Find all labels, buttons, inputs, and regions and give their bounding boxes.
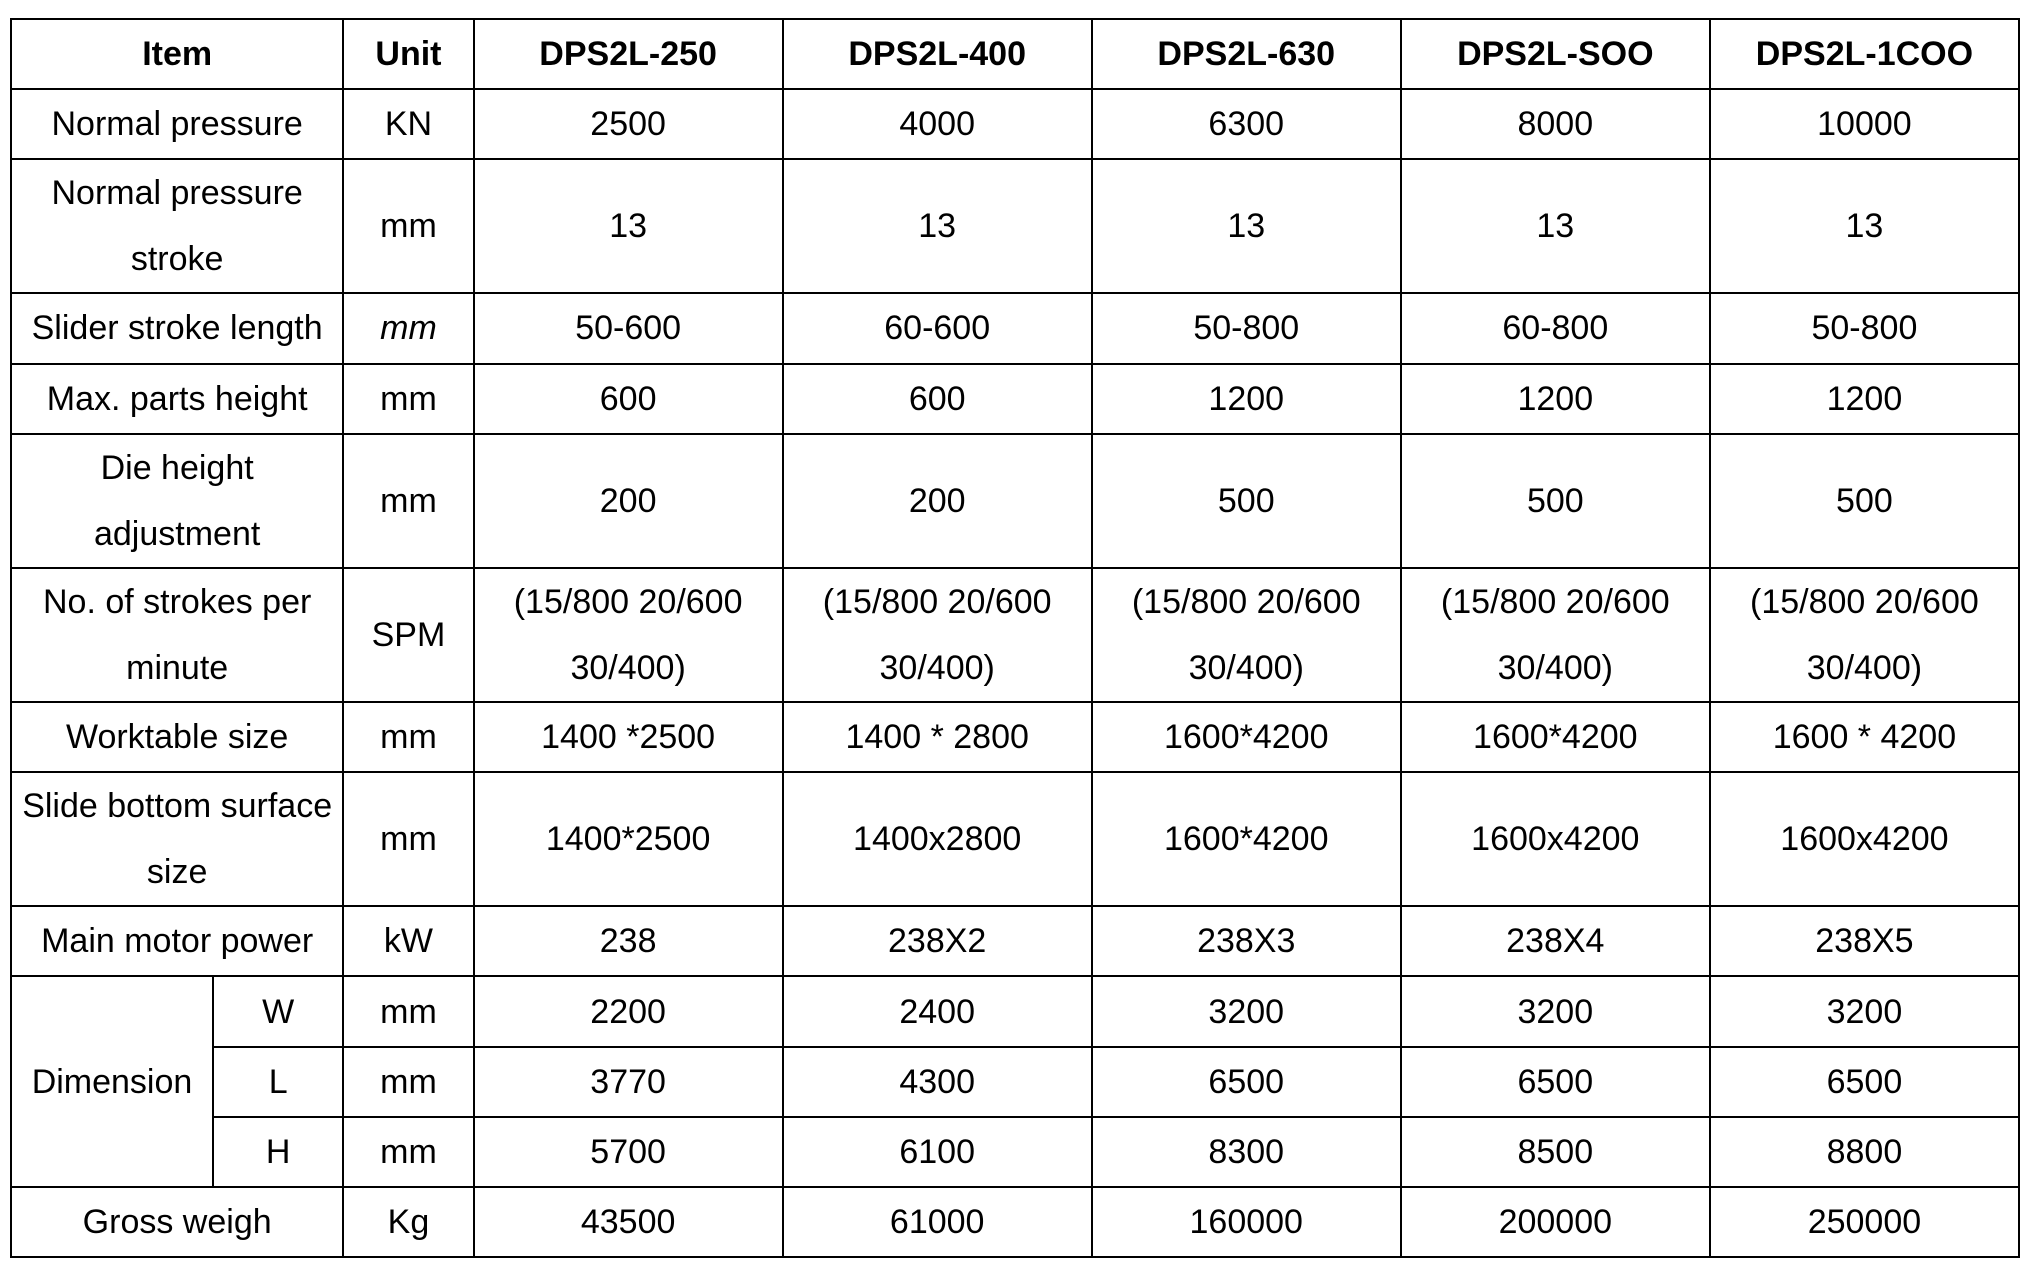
table-row: [11, 702, 2019, 772]
cell-value: 13: [783, 159, 1092, 293]
cell-line: 30/400): [1806, 648, 1923, 687]
cell-value: 43500: [474, 1187, 783, 1257]
cell-line: 30/400): [879, 648, 995, 687]
cell-value: 13: [474, 159, 783, 293]
cell-value: 50-600: [474, 293, 783, 363]
row-unit: Kg: [343, 1187, 473, 1257]
row-item: Main motor power: [11, 906, 343, 976]
cell-value: 5700: [474, 1117, 783, 1187]
cell-line: (15/800 20/600: [1440, 582, 1670, 621]
cell-value: [1401, 568, 1710, 702]
cell-value: 6100: [783, 1117, 1092, 1187]
row-item-line: minute: [126, 648, 229, 687]
cell-value: [783, 568, 1092, 702]
cell-value: 6500: [1710, 1047, 2019, 1117]
header-item: Item: [11, 19, 343, 89]
cell-value: 8000: [1401, 89, 1710, 159]
cell-value: 1200: [1092, 364, 1401, 434]
cell-value: 1400x2800: [783, 772, 1092, 906]
header-model: DPS2L-250: [474, 19, 783, 89]
cell-value: 238X2: [783, 906, 1092, 976]
cell-value: 3200: [1092, 976, 1401, 1046]
header-model: DPS2L-SOO: [1401, 19, 1710, 89]
cell-value: 3200: [1710, 976, 2019, 1046]
cell-value: [1092, 568, 1401, 702]
row-item: [11, 568, 343, 702]
row-item: [11, 159, 343, 293]
row-unit: mm: [343, 976, 473, 1046]
row-unit: mm: [343, 702, 473, 772]
cell-value: 8800: [1710, 1117, 2019, 1187]
row-item-line: size: [146, 853, 208, 892]
cell-value: 1400 * 2800: [783, 702, 1092, 772]
row-unit: KN: [343, 89, 473, 159]
table-row: [11, 906, 2019, 976]
cell-value: 1200: [1710, 364, 2019, 434]
cell-value: 50-800: [1092, 293, 1401, 363]
cell-value: 500: [1092, 434, 1401, 568]
cell-value: 6500: [1401, 1047, 1710, 1117]
row-unit: kW: [343, 906, 473, 976]
dimension-sub: H: [213, 1117, 343, 1187]
cell-value: 8500: [1401, 1117, 1710, 1187]
row-item-line: stroke: [130, 240, 224, 279]
cell-value: 1600x4200: [1710, 772, 2019, 906]
cell-value: 13: [1710, 159, 2019, 293]
cell-value: 60-800: [1401, 293, 1710, 363]
table-row: [11, 772, 2019, 906]
cell-value: [474, 568, 783, 702]
cell-line: (15/800 20/600: [1750, 582, 1979, 621]
cell-value: 50-800: [1710, 293, 2019, 363]
cell-value: 600: [783, 364, 1092, 434]
cell-value: 13: [1401, 159, 1710, 293]
dimension-label: Dimension: [11, 976, 213, 1186]
row-item: [11, 434, 343, 568]
cell-value: 500: [1710, 434, 2019, 568]
row-unit: SPM: [343, 568, 473, 702]
cell-value: 250000: [1710, 1187, 2019, 1257]
cell-line: 30/400): [570, 648, 686, 687]
cell-value: 238: [474, 906, 783, 976]
dimension-sub: L: [213, 1047, 343, 1117]
cell-value: 4000: [783, 89, 1092, 159]
row-unit: mm: [343, 434, 473, 568]
cell-value: 200: [474, 434, 783, 568]
row-item: Max. parts height: [11, 364, 343, 434]
cell-value: [1710, 568, 2019, 702]
cell-value: 2400: [783, 976, 1092, 1046]
cell-value: 3200: [1401, 976, 1710, 1046]
cell-value: 6500: [1092, 1047, 1401, 1117]
cell-value: 4300: [783, 1047, 1092, 1117]
spec-table: [10, 18, 2020, 1258]
cell-line: 30/400): [1497, 648, 1613, 687]
table-row: [11, 568, 2019, 702]
header-model: DPS2L-630: [1092, 19, 1401, 89]
table-row: [11, 293, 2019, 363]
cell-value: 1400*2500: [474, 772, 783, 906]
cell-value: 200000: [1401, 1187, 1710, 1257]
dimension-sub: W: [213, 976, 343, 1046]
cell-value: 2500: [474, 89, 783, 159]
cell-value: 238X4: [1401, 906, 1710, 976]
row-item: Worktable size: [11, 702, 343, 772]
cell-value: 1600x4200: [1401, 772, 1710, 906]
cell-value: 6300: [1092, 89, 1401, 159]
cell-line: (15/800 20/600: [822, 582, 1052, 621]
cell-value: 1600*4200: [1092, 772, 1401, 906]
cell-value: 1600*4200: [1401, 702, 1710, 772]
header-row: [11, 19, 2019, 89]
row-item-line: Slide bottom surface: [22, 787, 333, 826]
table-row: [11, 434, 2019, 568]
cell-value: 3770: [474, 1047, 783, 1117]
row-item-line: Normal pressure: [51, 174, 303, 213]
cell-value: 10000: [1710, 89, 2019, 159]
cell-value: 61000: [783, 1187, 1092, 1257]
cell-value: 238X3: [1092, 906, 1401, 976]
cell-value: 13: [1092, 159, 1401, 293]
table-row: [11, 976, 2019, 1046]
header-model: DPS2L-400: [783, 19, 1092, 89]
row-item: Slider stroke length: [11, 293, 343, 363]
row-item: [11, 772, 343, 906]
cell-value: 500: [1401, 434, 1710, 568]
table-row: [11, 159, 2019, 293]
row-unit: mm: [343, 1047, 473, 1117]
cell-value: 1600 * 4200: [1710, 702, 2019, 772]
cell-value: 238X5: [1710, 906, 2019, 976]
row-unit: mm: [343, 364, 473, 434]
table-row: [11, 1047, 2019, 1117]
row-item-line: No. of strokes per: [42, 582, 312, 621]
cell-value: 1600*4200: [1092, 702, 1401, 772]
cell-value: 8300: [1092, 1117, 1401, 1187]
cell-value: 1400 *2500: [474, 702, 783, 772]
cell-value: 1200: [1401, 364, 1710, 434]
row-item-line: adjustment: [93, 514, 261, 553]
table-row: [11, 364, 2019, 434]
row-item-line: Die height: [100, 448, 254, 487]
cell-line: 30/400): [1188, 648, 1304, 687]
table-row: [11, 1187, 2019, 1257]
row-unit: mm: [343, 159, 473, 293]
cell-value: 60-600: [783, 293, 1092, 363]
header-model: DPS2L-1COO: [1710, 19, 2019, 89]
row-unit: mm: [343, 1117, 473, 1187]
cell-value: 600: [474, 364, 783, 434]
cell-value: 200: [783, 434, 1092, 568]
row-unit: mm: [343, 772, 473, 906]
row-unit: mm: [343, 293, 473, 363]
header-unit: Unit: [343, 19, 473, 89]
cell-value: 160000: [1092, 1187, 1401, 1257]
cell-line: (15/800 20/600: [513, 582, 743, 621]
table-row: [11, 1117, 2019, 1187]
row-item: Normal pressure: [11, 89, 343, 159]
row-item: Gross weigh: [11, 1187, 343, 1257]
table-row: [11, 89, 2019, 159]
cell-line: (15/800 20/600: [1131, 582, 1361, 621]
cell-value: 2200: [474, 976, 783, 1046]
